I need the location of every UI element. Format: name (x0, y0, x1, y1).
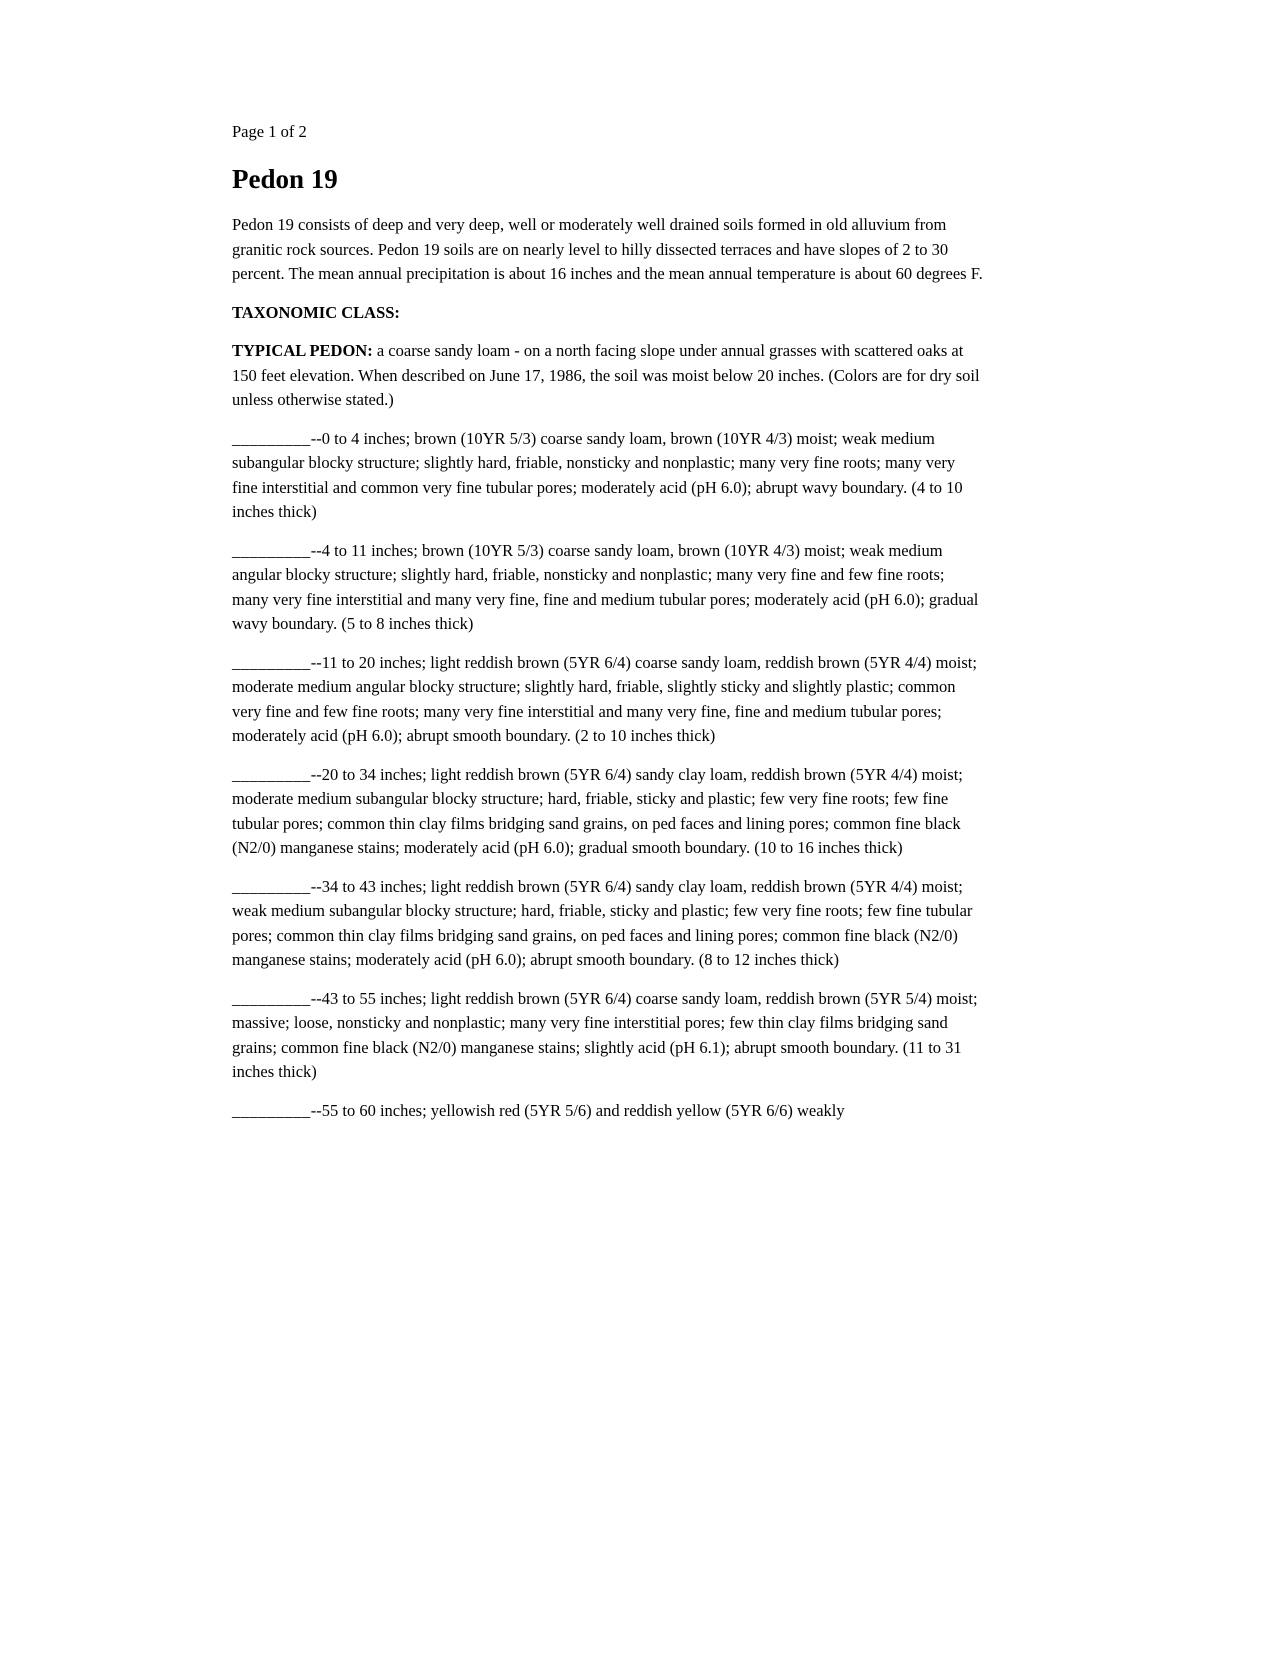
horizon-name-blank: _________ (232, 540, 311, 560)
horizon-paragraph (232, 539, 984, 637)
horizon-name-blank: _________ (232, 764, 311, 784)
horizon-name-blank: _________ (232, 652, 311, 672)
page-title: Pedon 19 (232, 164, 338, 194)
document-content (232, 120, 984, 1137)
horizon-text: --0 to 4 inches; brown (10YR 5/3) coarse sandy loam, brown (10YR 4/3) moist; weak medium subangular blocky structure; slightly hard, friable, nonsticky and nonplastic; many very fine roots; many very fine interstitial and common very fine tubular pores; moderately acid (pH 6.0); abrupt wavy boundary. (4 to 10 inches thick) (232, 428, 963, 521)
horizon-text: --20 to 34 inches; light reddish brown (5YR 6/4) sandy clay loam, reddish brown (5YR 4/4) moist; moderate medium subangular blocky structure; hard, friable, sticky and plastic; few very fine roots; few fine tubular pores; common thin clay films bridging sand grains, on ped faces and lining pores; common fine black (N2/0) manganese stains; moderately acid (pH 6.0); gradual smooth boundary. (10 to 16 inches thick) (232, 764, 963, 857)
horizon-name-blank: _________ (232, 876, 311, 896)
horizon-text: --11 to 20 inches; light reddish brown (5YR 6/4) coarse sandy loam, reddish brown (5YR 4/4) moist; moderate medium angular blocky structure; slightly hard, friable, slightly sticky and slightly plastic; common very fine and few fine roots; many very fine interstitial and many very fine, fine and medium tubular pores; moderately acid (pH 6.0); abrupt smooth boundary. (2 to 10 inches thick) (232, 652, 977, 745)
horizon-name-blank: _________ (232, 988, 311, 1008)
horizon-paragraph (232, 651, 984, 749)
horizon-paragraph (232, 987, 984, 1085)
horizon-name-blank: _________ (232, 428, 311, 448)
horizon-text: --34 to 43 inches; light reddish brown (5YR 6/4) sandy clay loam, reddish brown (5YR 4/4) moist; weak medium subangular blocky structure; hard, friable, sticky and plastic; few very fine roots; few fine tubular pores; common thin clay films bridging sand grains, on ped faces and lining pores; common fine black (N2/0) manganese stains; moderately acid (pH 6.0); abrupt smooth boundary. (8 to 12 inches thick) (232, 876, 973, 969)
typical-pedon-paragraph (232, 339, 984, 413)
horizon-text: --4 to 11 inches; brown (10YR 5/3) coarse sandy loam, brown (10YR 4/3) moist; weak medium angular blocky structure; slightly hard, friable, nonsticky and nonplastic; many very fine and few fine roots; many very fine interstitial and many very fine, fine and medium tubular pores; moderately acid (pH 6.0); gradual wavy boundary. (5 to 8 inches thick) (232, 540, 979, 633)
page-indicator: Page 1 of 2 (232, 122, 307, 141)
horizon-text: --55 to 60 inches; yellowish red (5YR 5/6) and reddish yellow (5YR 6/6) weakly (310, 1100, 845, 1120)
taxonomic-class-label: TAXONOMIC CLASS: (232, 302, 400, 322)
horizon-text: --43 to 55 inches; light reddish brown (5YR 6/4) coarse sandy loam, reddish brown (5YR 5/4) moist; massive; loose, nonsticky and nonplastic; many very fine interstitial pores; few thin clay films bridging sand grains; common fine black (N2/0) manganese stains; slightly acid (pH 6.1); abrupt smooth boundary. (11 to 31 inches thick) (232, 988, 978, 1081)
taxonomic-class-heading (232, 301, 984, 326)
horizon-list (232, 427, 984, 1124)
horizon-paragraph (232, 875, 984, 973)
horizon-paragraph (232, 427, 984, 525)
horizon-name-blank: _________ (232, 1100, 311, 1120)
horizon-paragraph (232, 1099, 984, 1124)
typical-pedon-text: a coarse sandy loam - on a north facing slope under annual grasses with scattered oaks at 150 feet elevation. When described on June 17, 1986, the soil was moist below 20 inches. (Colors are for dry soil unless otherwise stated.) (232, 341, 980, 409)
horizon-paragraph (232, 763, 984, 861)
typical-pedon-label: TYPICAL PEDON: (232, 341, 373, 360)
intro-paragraph: Pedon 19 consists of deep and very deep, well or moderately well drained soils formed in old alluvium from granitic rock sources. Pedon 19 soils are on nearly level to hilly dissected terraces and have slopes of 2 to 30 percent. The mean annual precipitation is about 16 inches and the mean annual temperature is about 60 degrees F. (232, 215, 983, 283)
